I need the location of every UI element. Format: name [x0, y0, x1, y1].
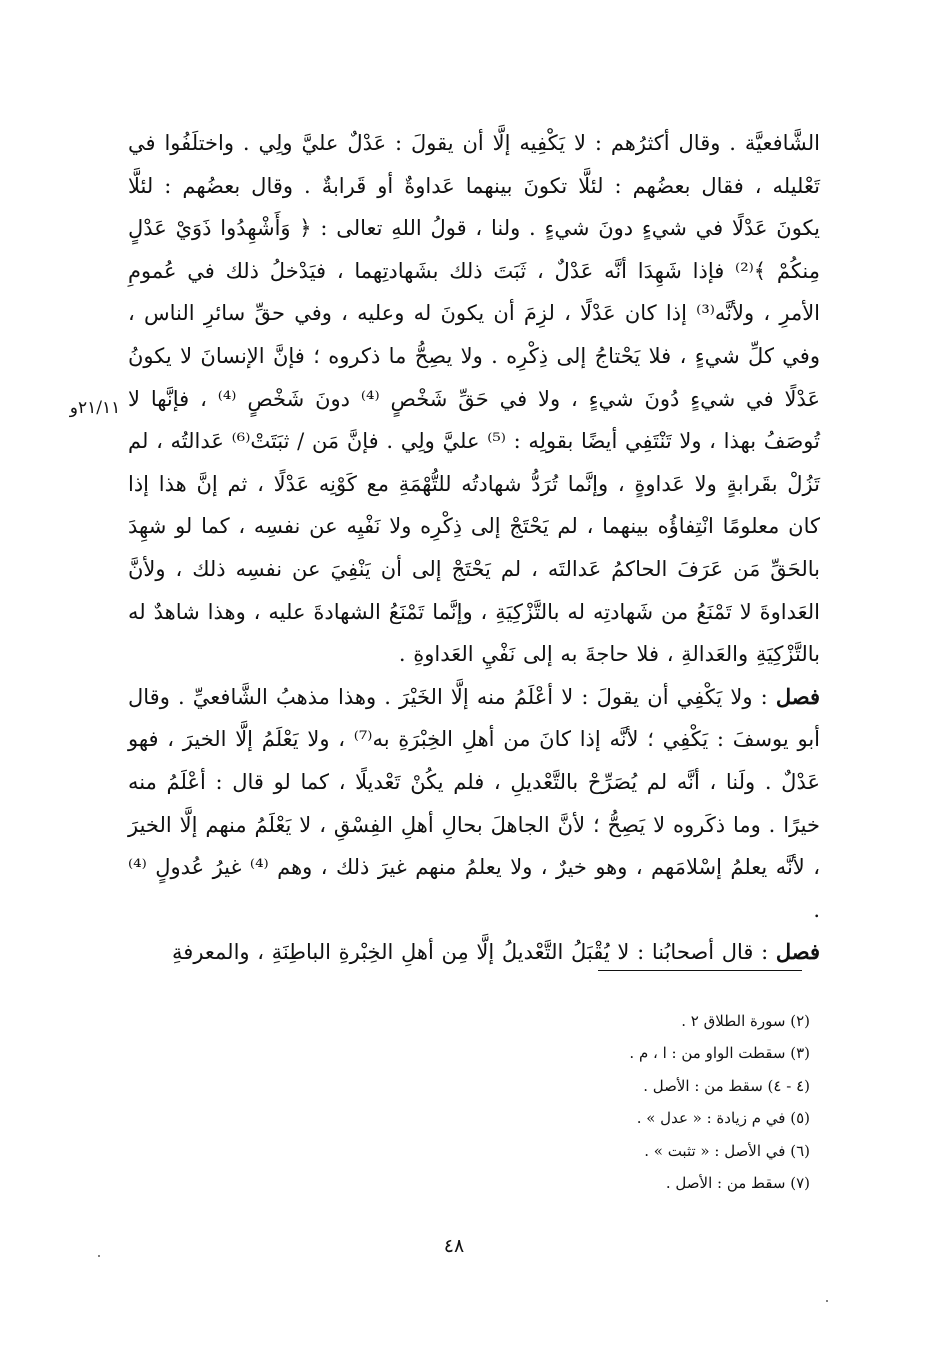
footnote-item: (٢) سورة الطلاق ٢ .: [681, 1012, 810, 1030]
paragraph-1: [128, 122, 820, 676]
paragraph-1-text: الشَّافعيَّة . وقال أكثرُهم : لا يَكْفِيه إلَّا أن يقولَ : عَدْلٌ عليَّ ولِي . واختلَفُوا في تَعْليله ، فقال بعضُهم : لئلَّا تكونَ بينهما عَداوةٌ أو قَرابةٌ . وقال بعضُهم : لئلَّا يكونَ عَدْلًا في شيءٍ دونَ شيءٍ . ولنا ، قولُ اللهِ تعالى : ﴿ وَأَشْهِدُوا ذَوَيْ عَدْلٍ مِنكُمْ ﴾⁽²⁾ فإذا شَهِدَا أنَّه عَدْلٌ ، ثَبَتَ ذلك بشَهادتِهما ، فيَدْخلُ ذلك في عُمومِ الأمرِ ، ولأنَّه⁽³⁾ إذا كان عَدْلًا ، لزِمَ أن يكونَ له وعليه ، وفي حقِّ سائرِ الناس ، وفي كلِّ شيءٍ ، فلا يَحْتاجُ إلى ذِكْرِه . ولا يصِحُّ ما ذكروه ؛ فإنَّ الإنسانَ لا يكونُ عَدْلًا في شيءٍ دُونَ شيءٍ ، ولا في حَقِّ شَخْصٍ ⁽⁴⁾ دونَ شَخْصٍ ⁽⁴⁾ ، فإنَّها لا تُوصَفُ بهذا ، ولا تَنْتَفِي أيضًا بقولِه : ⁽⁵⁾ عليَّ ولِي . فإنَّ مَن / ثبَتَتْ⁽⁶⁾ عَدالتُه ، لم تَزُلْ بقَرابةٍ ولا عَداوةٍ ، وإنَّما تُرَدُّ شهادتُه للتُّهْمَةِ مع كَوْنِه عَدْلًا ، ثم إنَّ هذا إذا كان معلومًا انْتِفاؤُه بينهما ، لم يَحْتَجْ إلى ذِكْرِه ولا نَفْيِه عن نفسِه ، كما لو شهِدَ بالحَقِّ مَن عَرَفَ الحاكمُ عَدالتَه ، لم يَحْتَجْ إلى أن يَنْفِيَ عن نفسِه ذلك ، ولأنَّ العَداوةَ لا تَمْنَعُ من شَهادتِه له بالتَّزْكِيَةِ ، وإنَّما تَمْنَعُ الشهادةَ عليه ، وهذا شاهدٌ له بالتَّزْكِيَةِ والعَدالةِ ، فلا حاجةَ به إلى نَفْيِ العَداوةِ .: [128, 131, 821, 667]
scan-speck: [826, 1300, 828, 1302]
footnote-divider: [598, 970, 802, 971]
footnotes-list: [420, 1005, 810, 1199]
page-number: ٤٨: [443, 1235, 465, 1257]
manuscript-folio-reference: ٢١/١١و: [69, 398, 121, 418]
paragraph-2-text: : ولا يَكْفِي أن يقولَ : لا أعْلَمُ منه إلَّا الخَيْرَ . وهذا مذهبُ الشَّافعيِّ . وقال أبو يوسفَ : يَكْفِي ؛ لأنَّه إذا كانَ من أهلِ الخِبْرَةِ به⁽⁷⁾ ، ولا يَعْلَمُ إلَّا الخيرَ ، فهو عَدْلٌ . ولَنا ، أنَّه لم يُصَرِّحْ بالتَّعْديلِ ، فلم يكُنْ تَعْديلًا ، كما لو قال : أعْلَمُ منه خيرًا . وما ذكَروه لا يَصِحُّ ؛ لأنَّ الجاهلَ بحالِ أهلِ الفِسْقِ ، لا يَعْلَمُ منهم إلَّا الخيرَ ، لأنَّه يعلمُ إسْلامَهم ، وهو خيرٌ ، ولا يعلمُ منهم غيرَ ذلك ، وهم ⁽⁴⁾ غيرُ عُدولٍ ⁽⁴⁾ .: [128, 684, 820, 922]
footnote-item: (٥) في م زيادة : « عدل » .: [636, 1109, 810, 1128]
footnote-item: (٧) سقط من : الأصل .: [665, 1174, 810, 1193]
section-label-fasl: فصل: [775, 939, 820, 965]
paragraph-fasl-2: [128, 931, 820, 974]
main-text-block: [128, 122, 820, 974]
footnote-item: (٦) في الأصل : « تثبت » .: [644, 1141, 810, 1160]
scan-speck: [98, 1255, 100, 1257]
section-label-fasl: فصل: [775, 683, 820, 709]
footnote-item: (٣) سقطت الواو من : ا ، م .: [629, 1044, 810, 1063]
footnote-item: (٤ - ٤) سقط من : الأصل .: [643, 1076, 810, 1095]
paragraph-fasl-1: [128, 676, 820, 932]
paragraph-3-text: : قال أصحابُنا : لا يُقْبَلُ التَّعْديلُ إلَّا مِن أهلِ الخِبْرةِ الباطِنَةِ ، والمعرفةِ: [172, 940, 769, 965]
